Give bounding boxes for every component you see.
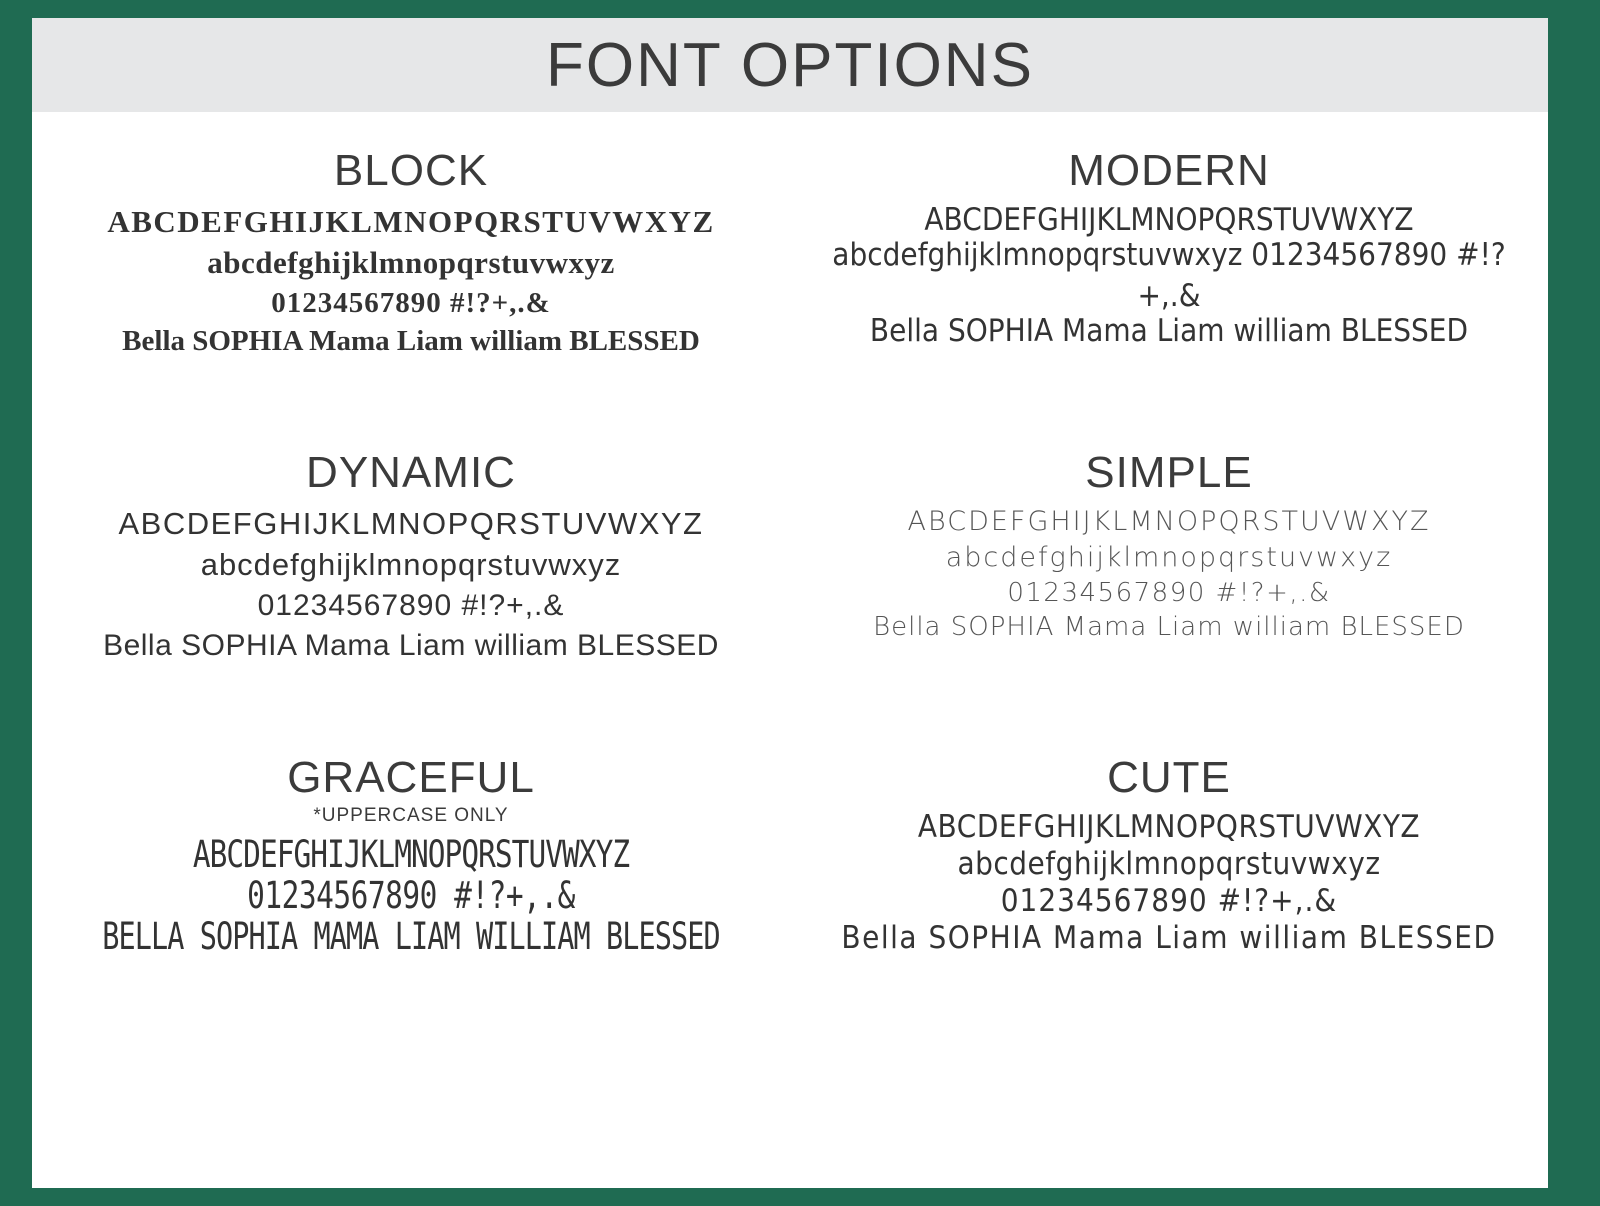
sample-uppercase: ABCDEFGHIJKLMNOPQRSTUVWXYZ xyxy=(907,506,1431,538)
sample-numerals: 01234567890 #!?+,.& xyxy=(1007,577,1331,608)
font-card-modern xyxy=(790,146,1548,360)
sample-lowercase: abcdefghijklmnopqrstuvwxyz xyxy=(945,541,1393,573)
font-name-graceful: GRACEFUL xyxy=(287,753,535,803)
sample-numerals: 01234567890 #!?+,.& xyxy=(1000,882,1338,919)
font-card-block xyxy=(32,146,790,360)
page-title: FONT OPTIONS xyxy=(546,30,1034,100)
sample-names: Bella SOPHIA Mama Liam william BLESSED xyxy=(869,311,1469,349)
font-card-graceful xyxy=(32,753,790,958)
font-card-simple xyxy=(790,448,1548,665)
sample-lowercase: abcdefghijklmnopqrstuvwxyz xyxy=(957,845,1381,882)
sample-names: Bella SOPHIA Mama Liam william BLESSED xyxy=(122,325,700,358)
font-grid xyxy=(32,112,1548,958)
sample-uppercase: ABCDEFGHIJKLMNOPQRSTUVWXYZ xyxy=(917,808,1421,845)
font-name-dynamic: DYNAMIC xyxy=(306,448,516,498)
sample-uppercase: ABCDEFGHIJKLMNOPQRSTUVWXYZ xyxy=(924,200,1414,238)
font-name-modern: MODERN xyxy=(1068,146,1270,195)
sample-lowercase: abcdefghijklmnopqrstuvwxyz xyxy=(200,547,622,583)
sample-names: Bella SOPHIA Mama Liam william BLESSED xyxy=(841,919,1497,956)
sample-lowercase: abcdefghijklmnopqrstuvwxyz xyxy=(207,244,615,280)
sample-numerals: 01234567890 #!?+,.& xyxy=(271,286,551,319)
sample-uppercase: ABCDEFGHIJKLMNOPQRSTUVWXYZ xyxy=(107,204,715,239)
sample-names: Bella SOPHIA Mama Liam william BLESSED xyxy=(873,611,1465,642)
sample-numerals: 01234567890 #!?+,.& xyxy=(247,874,575,918)
font-sample-dynamic xyxy=(50,504,772,665)
font-card-cute xyxy=(790,753,1548,958)
sample-numerals: 01234567890 #!?+,.& xyxy=(257,589,565,623)
sample-uppercase: ABCDEFGHIJKLMNOPQRSTUVWXYZ xyxy=(118,506,704,542)
font-card-dynamic xyxy=(32,448,790,665)
font-sample-cute xyxy=(808,809,1530,957)
font-note-graceful: *UPPERCASE ONLY xyxy=(313,805,509,827)
font-sample-modern xyxy=(808,202,1530,350)
font-sample-graceful xyxy=(50,835,772,958)
font-options-page xyxy=(32,18,1548,1188)
sample-names: Bella SOPHIA Mama Liam william BLESSED xyxy=(103,628,719,662)
sample-lowercase-numerals: abcdefghijklmnopqrstuvwxyz 01234567890 #!?+,.& xyxy=(832,235,1506,314)
title-bar xyxy=(32,18,1548,112)
font-name-simple: SIMPLE xyxy=(1085,448,1253,498)
font-name-cute: CUTE xyxy=(1107,753,1231,803)
sample-names: BELLA SOPHIA MAMA LIAM WILLIAM BLESSED xyxy=(102,915,720,959)
font-name-block: BLOCK xyxy=(333,146,489,195)
sample-uppercase: ABCDEFGHIJKLMNOPQRSTUVWXYZ xyxy=(192,833,630,877)
font-sample-block xyxy=(50,202,772,360)
font-sample-simple xyxy=(808,504,1530,644)
